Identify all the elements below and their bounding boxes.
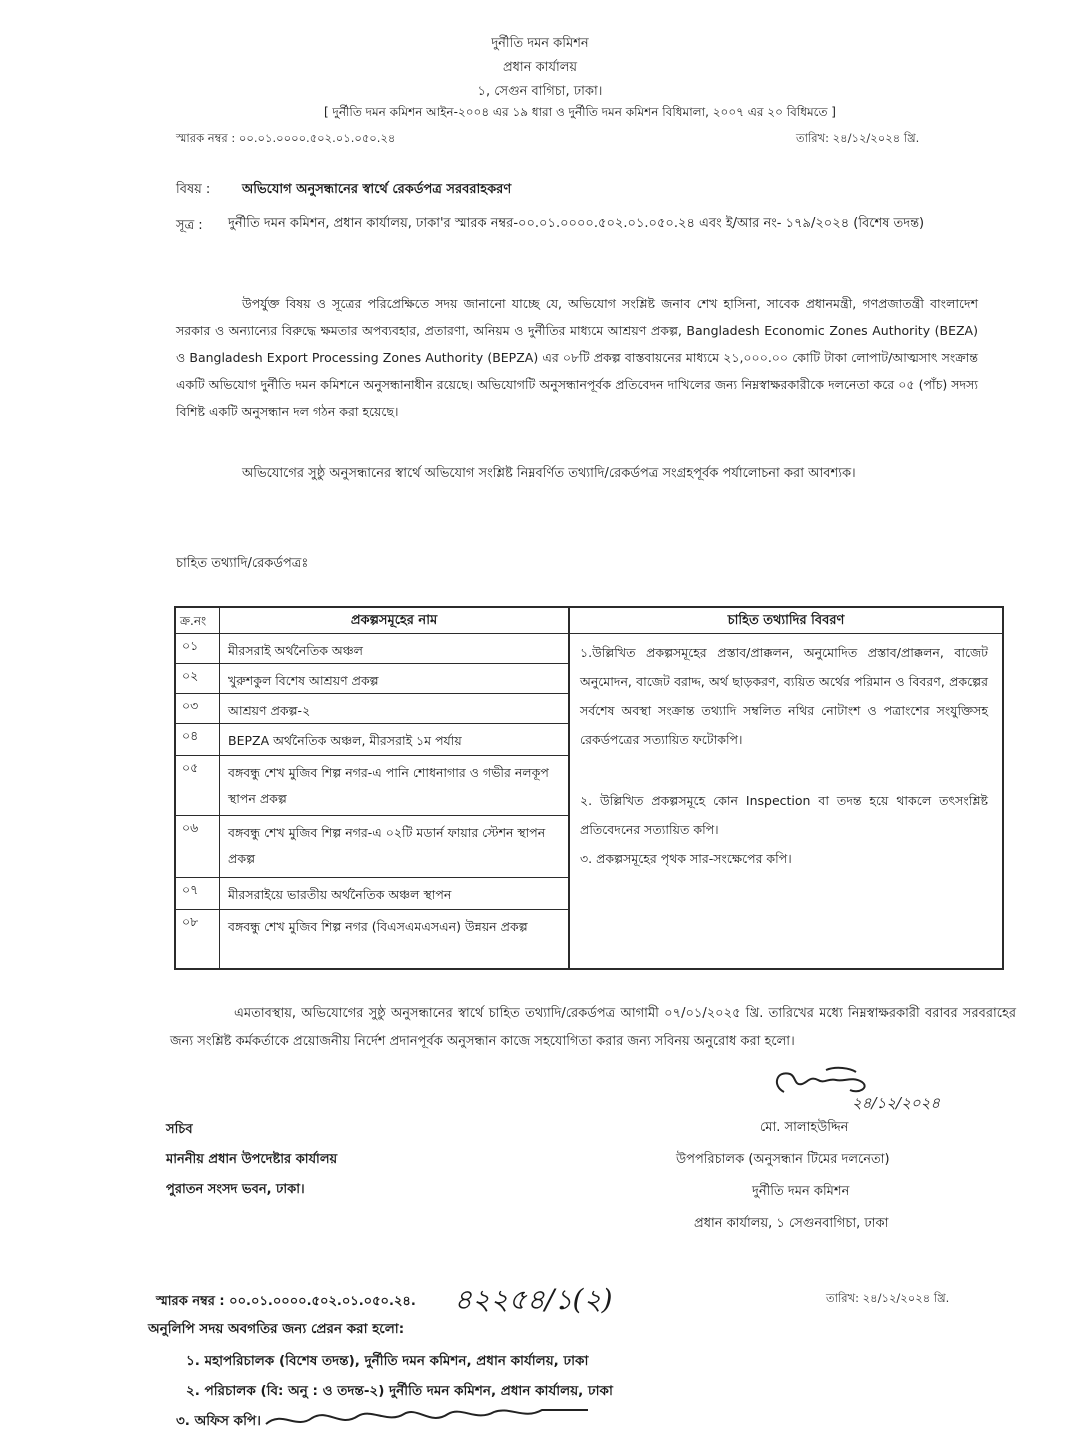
office-name: প্রধান কার্যালয় xyxy=(502,60,578,75)
office-address: ১, সেগুন বাগিচা, ঢাকা। xyxy=(477,84,603,99)
row-sl: ০১ xyxy=(176,634,220,663)
signatory-designation: উপপরিচালক (অনুসন্ধান টিমের দলনেতা) xyxy=(676,1152,890,1167)
projects-column xyxy=(176,608,568,968)
recipient-address: পুরাতন সংসদ ভবন, ঢাকা। xyxy=(166,1182,305,1197)
signatory-office: প্রধান কার্যালয়, ১ সেগুনবাগিচা, ঢাকা xyxy=(694,1216,889,1231)
row-project-name: মীরসরাই অর্থনৈতিক অঞ্চল xyxy=(228,643,363,658)
body-paragraph-2: অভিযোগের সুষ্ঠু অনুসন্ধানের স্বার্থে অভিযোগ সংশ্লিষ্ট নিম্নবর্ণিত তথ্যাদি/রেকর্ডপত্র সংগ্রহপূর্বক পর্যালোচনা করা আবশ্যক। xyxy=(242,466,856,481)
copy-item: ৩. অফিস কপি। xyxy=(176,1413,261,1429)
table-row xyxy=(176,664,568,694)
reference-text: দুর্নীতি দমন কমিশন, প্রধান কার্যালয়, ঢাকা'র স্মারক নম্বর-০০.০১.০০০০.৫০২.০১.০৫০.২৪ এবং ই/আর নং- ১৭৯/২০২৪ (বিশেষ তদন্ত) xyxy=(228,216,925,231)
row-project-name: বঙ্গবন্ধু শেখ মুজিব শিল্প নগর (বিএসএমএসএন) উন্নয়ন প্রকল্প xyxy=(228,919,528,934)
signatory-name: মো. সালাহউদ্দিন xyxy=(760,1120,849,1135)
copy-memo-number: স্মারক নম্বর : ০০.০১.০০০০.৫০২.০১.০৫০.২৪. xyxy=(156,1294,416,1309)
table-row xyxy=(176,634,568,664)
detail-item-2: ২. উল্লিখিত প্রকল্পসমূহে কোন Inspection বা তদন্ত হয়ে থাকলে তৎসংশ্লিষ্ট প্রতিবেদনের সত্যায়িত কপি। xyxy=(580,793,988,837)
row-sl: ০৪ xyxy=(176,724,220,755)
details-column xyxy=(568,608,1002,968)
row-project-name: খুরুশকুল বিশেষ আশ্রয়ণ প্রকল্প xyxy=(228,673,379,688)
row-sl: ০৩ xyxy=(176,694,220,723)
col-header-projects: প্রকল্পসমূহের নাম xyxy=(220,608,568,634)
copy-handwritten-number: ৪২২৫৪/১(২) xyxy=(454,1283,613,1316)
row-project-name: BEPZA অর্থনৈতিক অঞ্চল, মীরসরাই ১ম পর্যায় xyxy=(228,733,462,748)
copy-heading: অনুলিপি সদয় অবগতির জন্য প্রেরন করা হলো: xyxy=(148,1321,405,1337)
row-project-name: বঙ্গবন্ধু শেখ মুজিব শিল্প নগর-এ ০২টি মডার্ন ফায়ার স্টেশন স্থাপন প্রকল্প xyxy=(228,825,546,866)
copy-item: ২. পরিচালক (বি: অনু : ও তদন্ত-২) দুর্নীতি দমন কমিশন, প্রধান কার্যালয়, ঢাকা xyxy=(186,1383,613,1399)
copy-date: তারিখ: ২৪/১২/২০২৪ খ্রি. xyxy=(826,1291,950,1305)
col-header-details: চাহিত তথ্যাদির বিবরণ xyxy=(570,608,1002,634)
col-header-sl: ক্র.নং xyxy=(176,608,220,634)
row-sl: ০৬ xyxy=(176,816,220,877)
legal-basis: [ দুর্নীতি দমন কমিশন আইন-২০০৪ এর ১৯ ধারা ও দুর্নীতি দমন কমিশন বিধিমালা, ২০০৭ এর ২০ বিধিমতে ] xyxy=(324,105,836,119)
requirements-table xyxy=(174,606,1004,970)
detail-item-1: ১.উল্লিখিত প্রকল্পসমূহের প্রস্তাব/প্রাক্কলন, অনুমোদিত প্রস্তাব/প্রাক্কলন, বাজেট অনুমোদন, বাজেট বরাদ্দ, অর্থ ছাড়করণ, ব্যয়িত অর্থের পরিমান ও বিবরণ, প্রকল্পের সর্বশেষ অবস্থা সংক্রান্ত তথ্যাদি সম্বলিত নথির নোটাংশ ও পত্রাংশের সংযুক্তিসহ রেকর্ডপত্রের সত্যায়িত ফটোকপি। xyxy=(580,645,988,747)
memo-date: তারিখ: ২৪/১২/২০২৪ খ্রি. xyxy=(796,131,920,145)
org-name: দুর্নীতি দমন কমিশন xyxy=(491,36,589,51)
table-row xyxy=(176,910,568,968)
detail-item-3: ৩. প্রকল্পসমূহের পৃথক সার-সংক্ষেপের কপি। xyxy=(580,851,792,866)
table-row xyxy=(176,878,568,910)
row-sl: ০৫ xyxy=(176,756,220,815)
recipient-office: মাননীয় প্রধান উপদেষ্টার কার্যালয় xyxy=(166,1152,338,1167)
table-row xyxy=(176,816,568,878)
row-project-name: আশ্রয়ণ প্রকল্প-২ xyxy=(228,703,311,718)
row-sl: ০৭ xyxy=(176,878,220,909)
copy-item: ১. মহাপরিচালক (বিশেষ তদন্ত), দুর্নীতি দমন কমিশন, প্রধান কার্যালয়, ঢাকা xyxy=(186,1353,589,1369)
row-sl: ০২ xyxy=(176,664,220,693)
table-row xyxy=(176,756,568,816)
signatory-org: দুর্নীতি দমন কমিশন xyxy=(752,1184,850,1199)
row-sl: ০৮ xyxy=(176,910,220,968)
subject-label: বিষয় : xyxy=(176,182,211,197)
recipient-title: সচিব xyxy=(166,1122,193,1137)
table-row xyxy=(176,694,568,724)
request-paragraph: এমতাবস্থায়, অভিযোগের সুষ্ঠু অনুসন্ধানের স্বার্থে চাহিত তথ্যাদি/রেকর্ডপত্র আগামী ০৭/০১/২০২৫ খ্রি. তারিখের মধ্যে নিম্নস্বাক্ষরকারী বরাবর সরবরাহের জন্য সংশ্লিষ্ট কর্মকর্তাকে প্রয়োজনীয় নির্দেশ প্রদানপূর্বক অনুসন্ধান কাজে সহযোগিতা করার জন্য সবিনয় অনুরোধ করা হলো। xyxy=(170,1006,1016,1049)
signature-date: ২৪/১২/২০২৪ xyxy=(852,1094,941,1112)
reference-label: সূত্র : xyxy=(176,218,203,233)
table-row xyxy=(176,724,568,756)
required-heading: চাহিত তথ্যাদি/রেকর্ডপত্রঃ xyxy=(176,556,309,571)
row-project-name: বঙ্গবন্ধু শেখ মুজিব শিল্প নগর-এ পানি শোধনাগার ও গভীর নলকূপ স্থাপন প্রকল্প xyxy=(228,765,549,806)
body-paragraph-1: উপর্যুক্ত বিষয় ও সূত্রের পরিপ্রেক্ষিতে সদয় জানানো যাচ্ছে যে, অভিযোগ সংশ্লিষ্ট জনাব শেখ হাসিনা, সাবেক প্রধানমন্ত্রী, গণপ্রজাতন্ত্রী বাংলাদেশ সরকার ও অন্যান্যের বিরুদ্ধে ক্ষমতার অপব্যবহার, প্রতারণা, অনিয়ম ও দুর্নীতির মাধ্যমে আশ্রয়ণ প্রকল্প, Bangladesh Economic Zones Authority (BEZA) ও Bangladesh Export Processing Zones Authority (BEPZA) এর ০৮টি প্রকল্প বাস্তবায়নের মাধ্যমে ২১,০০০.০০ কোটি টাকা লোপাট/আত্মসাৎ সংক্রান্ত একটি অভিযোগ দুর্নীতি দমন কমিশনে অনুসন্ধানাধীন রয়েছে। অভিযোগটি অনুসন্ধানপূর্বক প্রতিবেদন দাখিলের জন্য নিম্নস্বাক্ষরকারীকে দলনেতা করে ০৫ (পাঁচ) সদস্য বিশিষ্ট একটি অনুসন্ধান দল গঠন করা হয়েছে। xyxy=(176,296,978,419)
initials-scribble-icon xyxy=(262,1400,592,1434)
row-project-name: মীরসরাইয়ে ভারতীয় অর্থনৈতিক অঞ্চল স্থাপন xyxy=(228,887,452,902)
memo-number: স্মারক নম্বর : ০০.০১.০০০০.৫০২.০১.০৫০.২৪ xyxy=(176,131,396,145)
subject-text: অভিযোগ অনুসন্ধানের স্বার্থে রেকর্ডপত্র সরবরাহকরণ xyxy=(242,182,512,197)
